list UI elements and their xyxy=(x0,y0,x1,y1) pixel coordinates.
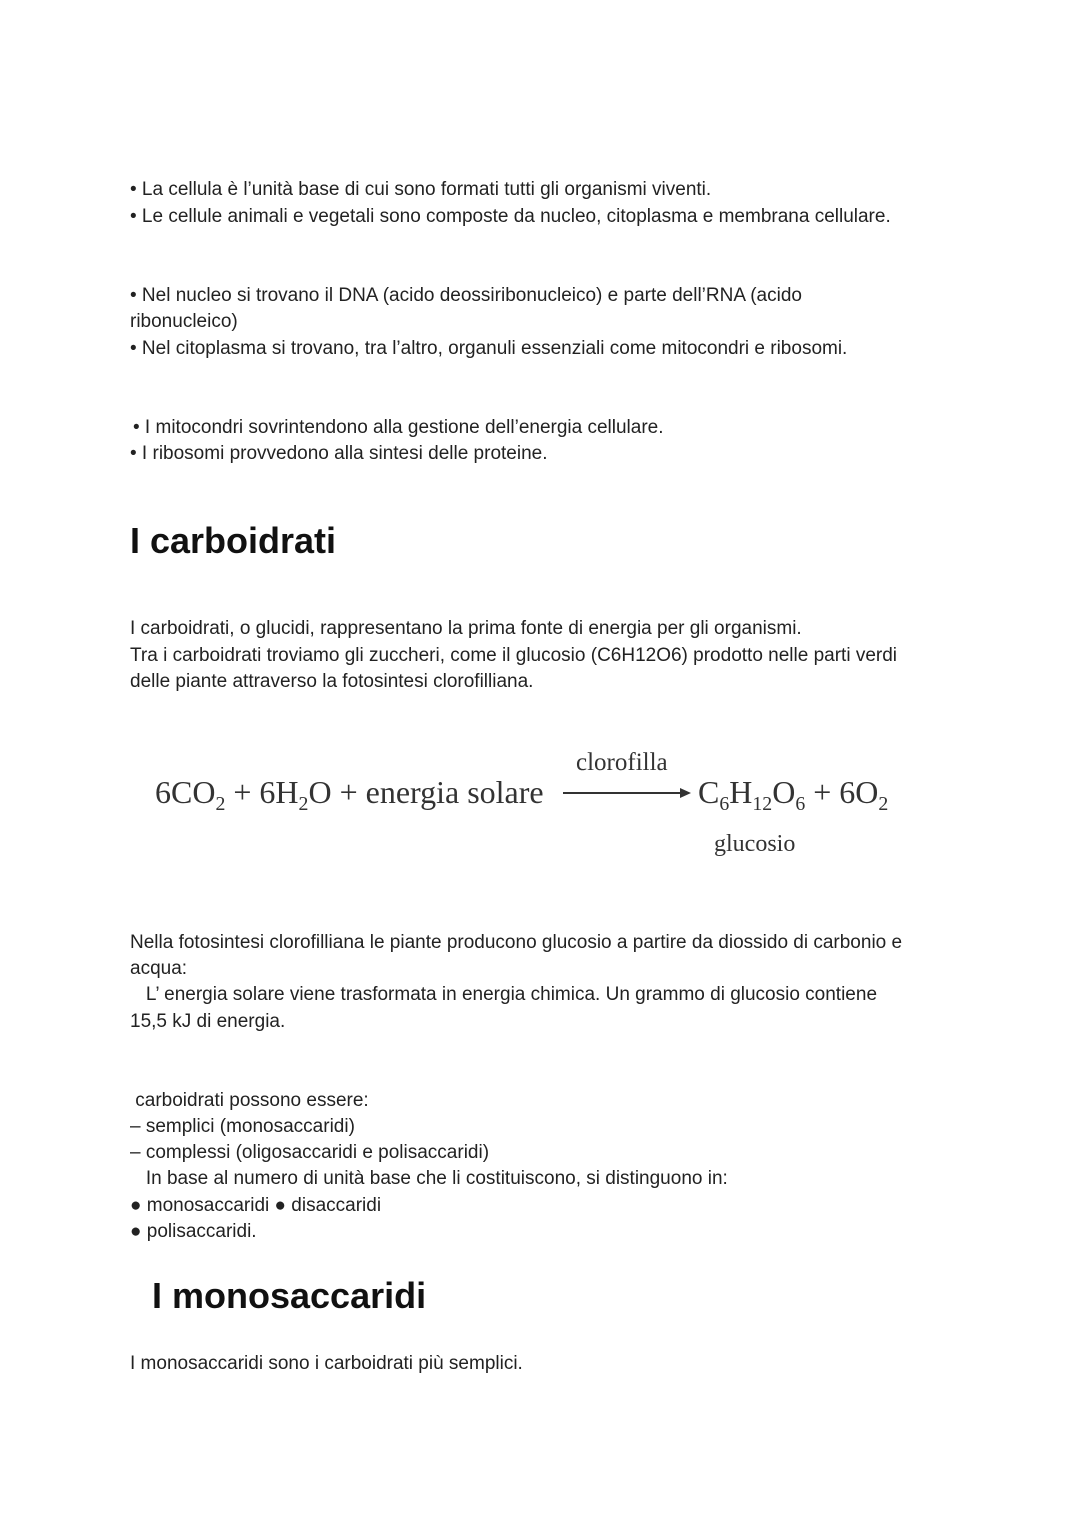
text-line-carb-2: Tra i carboidrati troviamo gli zuccheri, come il glucosio (C6H12O6) prodotto nelle parti verdi xyxy=(130,645,898,666)
text-line-cellula: • La cellula è l’unità base di cui sono formati tutti gli organismi viventi. xyxy=(130,179,712,200)
text-line-tipi-2: – semplici (monosaccaridi) xyxy=(130,1116,355,1137)
text-line-tipi-3: – complessi (oligosaccaridi e polisaccaridi) xyxy=(130,1142,490,1163)
equation-catalyst-label: clorofilla xyxy=(576,749,668,776)
text-line-carb-3: delle piante attraverso la fotosintesi clorofilliana. xyxy=(130,671,534,692)
equation-product-label: glucosio xyxy=(714,831,796,857)
text-line-tipi-5: ● monosaccaridi ● disaccaridi xyxy=(130,1195,382,1216)
text-line-monosaccaridi: I monosaccaridi sono i carboidrati più semplici. xyxy=(130,1353,523,1374)
text-line-carb-1: I carboidrati, o glucidi, rappresentano la prima fonte di energia per gli organismi. xyxy=(130,618,802,639)
text-line-tipi-4: In base al numero di unità base che li costituiscono, si distinguono in: xyxy=(130,1168,728,1189)
text-line-fotosintesi-4: 15,5 kJ di energia. xyxy=(130,1011,286,1032)
equation-reactants: $6CO_2 + 6H_2O$ + energia solare xyxy=(155,774,544,815)
text-line-fotosintesi-1: Nella fotosintesi clorofilliana le piante producono glucosio a partire da diossido di carbonio e xyxy=(130,932,903,953)
text-line-cellule-composte: • Le cellule animali e vegetali sono composte da nucleo, citoplasma e membrana cellulare. xyxy=(130,206,891,227)
text-line-ribonucleico: ribonucleico) xyxy=(130,311,238,332)
text-line-mitocondri: • I mitocondri sovrintendono alla gestione dell’energia cellulare. xyxy=(133,417,664,438)
text-line-citoplasma: • Nel citoplasma si trovano, tra l’altro, organuli essenziali come mitocondri e ribosomi. xyxy=(130,338,848,359)
text-line-tipi-6: ● polisaccaridi. xyxy=(130,1221,257,1242)
text-line-ribosomi: • I ribosomi provvedono alla sintesi delle proteine. xyxy=(130,443,548,464)
heading-monosaccaridi: I monosaccaridi xyxy=(152,1275,427,1316)
text-line-nucleo: • Nel nucleo si trovano il DNA (acido deossiribonucleico) e parte dell’RNA (acido xyxy=(130,285,802,306)
equation-products: $C_6H_{12}O_6 + 6O_2$ xyxy=(698,774,889,815)
text-line-fotosintesi-3: L’ energia solare viene trasformata in energia chimica. Un grammo di glucosio contiene xyxy=(130,984,878,1005)
heading-carboidrati: I carboidrati xyxy=(130,520,337,561)
text-line-tipi-1: carboidrati possono essere: xyxy=(130,1090,369,1111)
reaction-arrow-head-icon xyxy=(680,788,691,798)
text-line-fotosintesi-2: acqua: xyxy=(130,958,188,979)
reaction-arrow-line xyxy=(563,792,681,794)
